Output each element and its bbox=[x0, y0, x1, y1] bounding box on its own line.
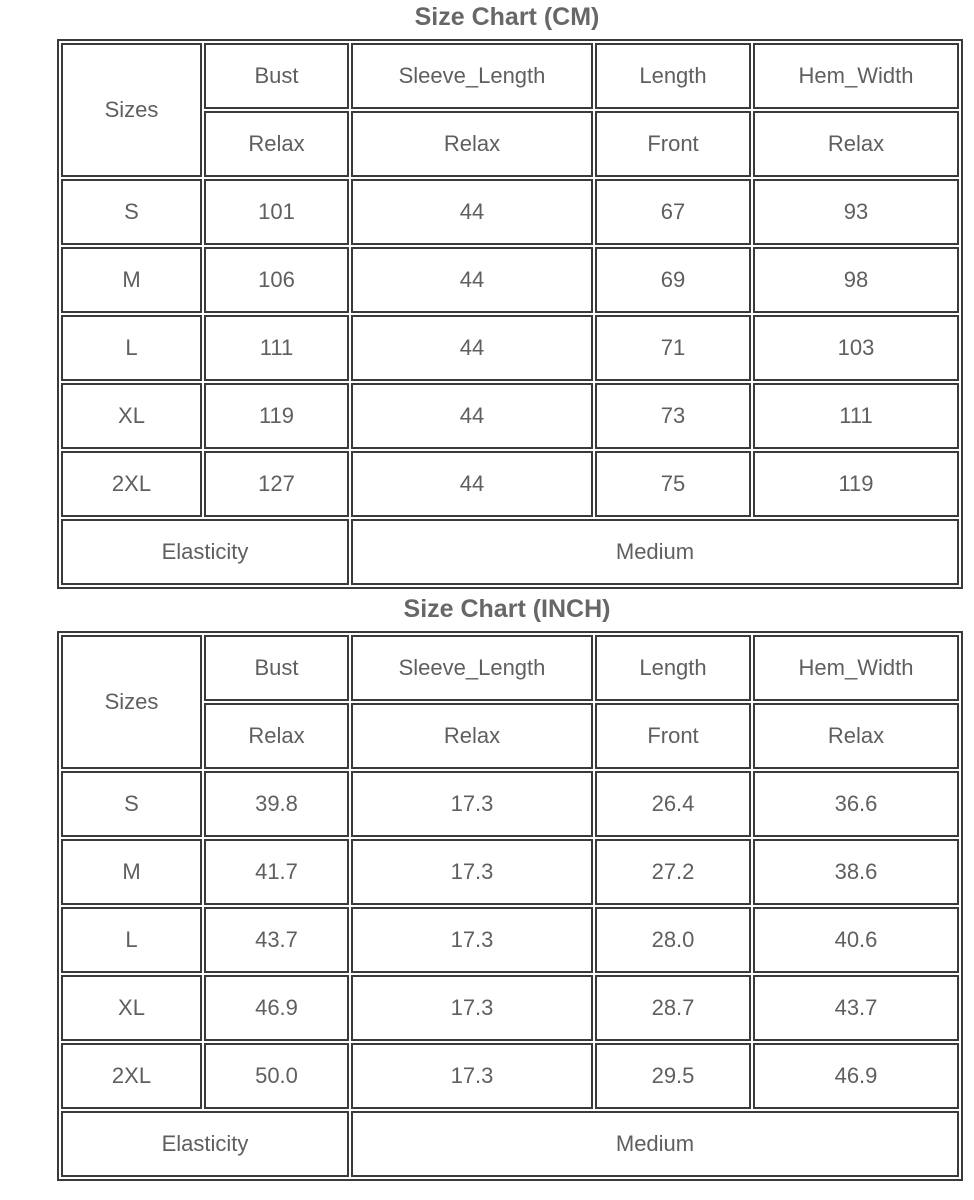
value-cell: 44 bbox=[351, 315, 593, 381]
column-header-bust: Bust bbox=[204, 43, 349, 109]
size-cell: M bbox=[61, 247, 202, 313]
value-cell: 46.9 bbox=[204, 975, 349, 1041]
table-row bbox=[61, 839, 959, 905]
elasticity-value: Medium bbox=[351, 519, 959, 585]
value-cell: 111 bbox=[204, 315, 349, 381]
table-row bbox=[61, 247, 959, 313]
value-cell: 28.0 bbox=[595, 907, 751, 973]
value-cell: 73 bbox=[595, 383, 751, 449]
column-subheader-hem-width: Relax bbox=[753, 111, 959, 177]
column-header-sleeve-length: Sleeve_Length bbox=[351, 43, 593, 109]
column-subheader-hem-width: Relax bbox=[753, 703, 959, 769]
table-row bbox=[61, 315, 959, 381]
value-cell: 69 bbox=[595, 247, 751, 313]
value-cell: 36.6 bbox=[753, 771, 959, 837]
value-cell: 44 bbox=[351, 247, 593, 313]
size-chart-cm-title: Size Chart (CM) bbox=[414, 3, 600, 31]
table-row bbox=[61, 771, 959, 837]
column-subheader-bust: Relax bbox=[204, 703, 349, 769]
sizes-header: Sizes bbox=[61, 43, 202, 177]
column-subheader-sleeve-length: Relax bbox=[351, 703, 593, 769]
value-cell: 44 bbox=[351, 383, 593, 449]
elasticity-label: Elasticity bbox=[61, 1111, 349, 1177]
value-cell: 43.7 bbox=[753, 975, 959, 1041]
value-cell: 27.2 bbox=[595, 839, 751, 905]
value-cell: 101 bbox=[204, 179, 349, 245]
column-header-sleeve-length: Sleeve_Length bbox=[351, 635, 593, 701]
table-header-row bbox=[61, 635, 959, 701]
value-cell: 75 bbox=[595, 451, 751, 517]
size-cell: 2XL bbox=[61, 1043, 202, 1109]
value-cell: 127 bbox=[204, 451, 349, 517]
value-cell: 29.5 bbox=[595, 1043, 751, 1109]
size-cell: XL bbox=[61, 383, 202, 449]
table-row bbox=[61, 383, 959, 449]
elasticity-row bbox=[61, 1111, 959, 1177]
value-cell: 17.3 bbox=[351, 771, 593, 837]
value-cell: 119 bbox=[753, 451, 959, 517]
value-cell: 40.6 bbox=[753, 907, 959, 973]
value-cell: 17.3 bbox=[351, 1043, 593, 1109]
table-row bbox=[61, 1043, 959, 1109]
column-header-hem-width: Hem_Width bbox=[753, 43, 959, 109]
column-header-length: Length bbox=[595, 635, 751, 701]
column-subheader-length: Front bbox=[595, 111, 751, 177]
value-cell: 119 bbox=[204, 383, 349, 449]
value-cell: 17.3 bbox=[351, 839, 593, 905]
size-cell: L bbox=[61, 315, 202, 381]
value-cell: 103 bbox=[753, 315, 959, 381]
elasticity-value: Medium bbox=[351, 1111, 959, 1177]
size-cell: S bbox=[61, 771, 202, 837]
size-cell: S bbox=[61, 179, 202, 245]
table-row bbox=[61, 179, 959, 245]
column-header-length: Length bbox=[595, 43, 751, 109]
value-cell: 106 bbox=[204, 247, 349, 313]
size-chart-cm-table bbox=[57, 39, 963, 589]
value-cell: 111 bbox=[753, 383, 959, 449]
value-cell: 39.8 bbox=[204, 771, 349, 837]
value-cell: 17.3 bbox=[351, 907, 593, 973]
size-chart-inch-table bbox=[57, 631, 963, 1181]
elasticity-label: Elasticity bbox=[61, 519, 349, 585]
value-cell: 98 bbox=[753, 247, 959, 313]
table-header-row bbox=[61, 43, 959, 109]
value-cell: 43.7 bbox=[204, 907, 349, 973]
size-cell: M bbox=[61, 839, 202, 905]
size-cell: XL bbox=[61, 975, 202, 1041]
value-cell: 44 bbox=[351, 179, 593, 245]
value-cell: 71 bbox=[595, 315, 751, 381]
sizes-header: Sizes bbox=[61, 635, 202, 769]
table-row bbox=[61, 451, 959, 517]
column-header-hem-width: Hem_Width bbox=[753, 635, 959, 701]
table-row bbox=[61, 907, 959, 973]
size-chart-inch-title: Size Chart (INCH) bbox=[403, 595, 611, 623]
size-cell: L bbox=[61, 907, 202, 973]
value-cell: 26.4 bbox=[595, 771, 751, 837]
column-subheader-sleeve-length: Relax bbox=[351, 111, 593, 177]
table-row bbox=[61, 975, 959, 1041]
value-cell: 28.7 bbox=[595, 975, 751, 1041]
value-cell: 46.9 bbox=[753, 1043, 959, 1109]
value-cell: 44 bbox=[351, 451, 593, 517]
value-cell: 67 bbox=[595, 179, 751, 245]
column-header-bust: Bust bbox=[204, 635, 349, 701]
value-cell: 38.6 bbox=[753, 839, 959, 905]
value-cell: 17.3 bbox=[351, 975, 593, 1041]
column-subheader-bust: Relax bbox=[204, 111, 349, 177]
column-subheader-length: Front bbox=[595, 703, 751, 769]
size-cell: 2XL bbox=[61, 451, 202, 517]
value-cell: 93 bbox=[753, 179, 959, 245]
value-cell: 50.0 bbox=[204, 1043, 349, 1109]
value-cell: 41.7 bbox=[204, 839, 349, 905]
elasticity-row bbox=[61, 519, 959, 585]
